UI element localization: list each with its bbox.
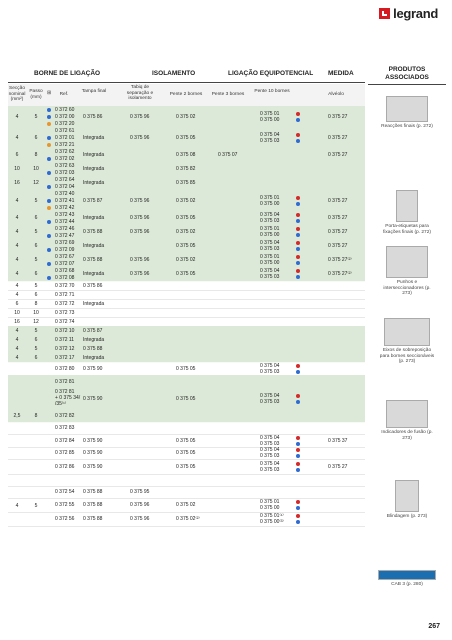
- alveolo-cell: 0 375 27: [328, 113, 348, 120]
- tabique-cell: 0 375 96: [130, 215, 150, 221]
- tampa-cell: 0 375 88: [83, 346, 103, 352]
- product-label: Blindagem (p. 273): [386, 514, 428, 519]
- product-item: [378, 96, 436, 130]
- secao-cell: 4: [15, 113, 19, 120]
- ref-cell: 0 372 55: [55, 502, 75, 508]
- passo-cell: 5: [34, 328, 38, 334]
- secao-cell: 4: [15, 328, 19, 334]
- tampa-cell: 0 375 88: [83, 489, 103, 495]
- subheader-alveolo: Alvéolo: [328, 92, 344, 97]
- red-color-dot-icon: [296, 133, 300, 137]
- tampa-cell: 0 375 90: [83, 396, 103, 402]
- blue-color-dot-icon: [296, 506, 300, 510]
- subheader-tampa: Tampa final: [81, 89, 107, 94]
- blue-color-dot-icon: [47, 262, 51, 266]
- ref-cell: 0 372 21: [55, 142, 75, 148]
- passo-cell: 5: [34, 257, 38, 263]
- pente10-cell: 0 375 01⁽¹⁾ 0 375 00⁽³⁾: [260, 513, 284, 525]
- blue-color-dot-icon: [47, 136, 51, 140]
- red-color-dot-icon: [296, 213, 300, 217]
- blue-color-dot-icon: [296, 139, 300, 143]
- tampa-cell: Integrada: [83, 271, 105, 277]
- ref-cell: 0 372 85: [55, 450, 75, 456]
- header-produtos: PRODUTOS ASSOCIADOS: [368, 66, 446, 85]
- passo-cell: 5: [34, 113, 38, 120]
- table-row: [8, 459, 365, 475]
- pente10-cell: 0 375 04 0 375 03: [260, 393, 280, 405]
- secao-cell: 10: [14, 166, 20, 172]
- page-number: 267: [428, 623, 440, 630]
- legrand-logo-text: legrand: [393, 6, 438, 21]
- secao-cell: 4: [15, 229, 19, 235]
- tampa-cell: 0 375 88: [83, 229, 103, 235]
- alveolo-cell: 0 375 27: [328, 463, 348, 470]
- secao-cell: 4: [15, 503, 19, 509]
- ref-cell: 0 372 60: [55, 107, 75, 113]
- blue-color-dot-icon: [47, 115, 51, 119]
- secao-cell: 4: [15, 292, 19, 298]
- header-ligacao: LIGAÇÃO EQUIPOTENCIAL: [228, 70, 314, 77]
- subheader-pente2: Pente 2 bornes: [169, 92, 203, 97]
- secao-cell: 6: [15, 152, 19, 158]
- tampa-cell: Integrada: [83, 355, 105, 361]
- passo-cell: 10: [33, 310, 39, 316]
- subheader-tabique: Tabiq de separação e isolamento: [126, 85, 154, 102]
- ref-cell: 0 372 17: [55, 355, 75, 361]
- table-row: [8, 434, 365, 448]
- red-color-dot-icon: [296, 255, 300, 259]
- product-label: Punhos e interseccionadores (p. 273): [383, 280, 431, 297]
- table-header: [8, 68, 365, 83]
- red-color-dot-icon: [296, 436, 300, 440]
- ref-cell: 0 372 54: [55, 489, 75, 495]
- ref-cell: 0 372 62: [55, 149, 75, 155]
- ref-cell: 0 372 61: [55, 128, 75, 134]
- tampa-cell: 0 375 86: [83, 283, 103, 289]
- pente2-cell: 0 375 05: [176, 463, 196, 470]
- ref-cell: 0 372 74: [55, 319, 75, 325]
- ref-cell: 0 372 84: [55, 437, 75, 444]
- ref-cell: 0 372 67: [55, 254, 75, 260]
- red-color-dot-icon: [296, 394, 300, 398]
- ref-cell: 0 372 71: [55, 292, 75, 298]
- subheader-pente3: Pente 3 bornes: [211, 92, 245, 97]
- pente10-cell: 0 375 04 0 375 03: [260, 434, 280, 447]
- product-item: [378, 318, 436, 365]
- product-item: [378, 400, 436, 441]
- blue-color-dot-icon: [47, 234, 51, 238]
- ref-cell: 0 372 10: [55, 328, 75, 334]
- secao-cell: 2,5: [13, 413, 21, 419]
- blue-color-dot-icon: [47, 199, 51, 203]
- tampa-cell: Integrada: [83, 337, 105, 343]
- tampa-cell: Integrada: [83, 166, 105, 172]
- header-medida: MEDIDA: [328, 70, 354, 77]
- legrand-logo: [379, 6, 438, 21]
- blue-color-dot-icon: [296, 247, 300, 251]
- table-row: [8, 498, 365, 513]
- pente2-cell: 0 375 02: [176, 113, 196, 120]
- ref-cell: 0 372 01: [55, 135, 75, 141]
- ref-cell: 0 372 11: [55, 337, 75, 343]
- pente10-cell: 0 375 01 0 375 00: [260, 194, 280, 207]
- passo-cell: 5: [34, 283, 38, 289]
- tampa-cell: 0 375 87: [83, 328, 103, 334]
- blue-color-dot-icon: [296, 261, 300, 265]
- alveolo-cell: 0 375 27: [328, 215, 348, 221]
- blue-color-dot-icon: [47, 220, 51, 224]
- pente10-cell: 0 375 01 0 375 00: [260, 226, 280, 238]
- blue-color-dot-icon: [47, 171, 51, 175]
- ref-cell: 0 372 81 + 0 375 34/ /35⁽¹⁾: [55, 389, 81, 407]
- passo-cell: 6: [34, 243, 38, 249]
- blue-color-dot-icon: [296, 454, 300, 458]
- product-label: Reacções finais (p. 272): [381, 124, 433, 129]
- passo-cell: 6: [34, 134, 38, 141]
- passo-cell: 5: [34, 197, 38, 204]
- tabique-cell: 0 375 96: [130, 257, 150, 263]
- pente2-cell: 0 375 05: [176, 243, 196, 249]
- product-item: [378, 246, 436, 297]
- product-image: [386, 400, 428, 428]
- ref-cell: 0 372 02: [55, 156, 75, 162]
- red-color-dot-icon: [296, 241, 300, 245]
- product-image: [386, 96, 428, 122]
- blue-color-dot-icon: [47, 157, 51, 161]
- legrand-logo-icon: [379, 8, 390, 19]
- tampa-cell: 0 375 88: [83, 257, 103, 263]
- tabique-cell: 0 375 95: [130, 489, 150, 495]
- pente10-cell: 0 375 04 0 375 03: [260, 240, 280, 252]
- orange-color-dot-icon: [47, 143, 51, 147]
- tabique-cell: 0 375 96: [130, 229, 150, 235]
- tampa-cell: 0 375 90: [83, 450, 103, 456]
- ref-cell: 0 372 20: [55, 121, 75, 127]
- pente10-cell: 0 375 04 0 375 03: [260, 362, 280, 375]
- product-label: Porta-etiquetas para fixações finais (p. 272): [383, 224, 431, 235]
- alveolo-cell: 0 375 37: [328, 437, 348, 444]
- red-color-dot-icon: [296, 500, 300, 504]
- blue-color-dot-icon: [296, 202, 300, 206]
- product-image: [396, 190, 418, 222]
- secao-cell: 16: [14, 319, 20, 325]
- pente3-cell: 0 375 07: [218, 152, 238, 158]
- passo-cell: 8: [34, 413, 38, 419]
- tampa-cell: 0 375 87: [83, 197, 103, 204]
- pente10-cell: 0 375 04 0 375 03: [260, 447, 280, 459]
- pente2-cell: 0 375 02⁽²⁾: [176, 516, 200, 522]
- pente2-cell: 0 375 82: [176, 166, 196, 172]
- ref-cell: 0 372 00: [55, 114, 75, 120]
- tampa-cell: 0 375 86: [83, 113, 103, 120]
- blue-color-dot-icon: [296, 233, 300, 237]
- ref-cell: 0 372 81: [55, 378, 75, 385]
- tampa-cell: Integrada: [83, 301, 105, 307]
- pente2-cell: 0 375 02: [176, 197, 196, 204]
- table-row: [8, 362, 365, 376]
- product-label: Eixos de sobreposição para bornes seccionáveis (p. 273): [379, 348, 435, 365]
- pente10-cell: 0 375 04 0 375 03: [260, 268, 280, 280]
- blue-color-dot-icon: [47, 248, 51, 252]
- alveolo-cell: 0 375 27: [328, 243, 348, 249]
- pente2-cell: 0 375 85: [176, 180, 196, 186]
- tampa-cell: 0 375 90: [83, 437, 103, 444]
- tampa-cell: Integrada: [83, 215, 105, 221]
- secao-cell: 10: [14, 310, 20, 316]
- ref-cell: 0 372 72: [55, 301, 75, 307]
- red-color-dot-icon: [296, 514, 300, 518]
- pente10-cell: 0 375 01 0 375 00: [260, 254, 280, 266]
- passo-cell: 6: [34, 292, 38, 298]
- tampa-cell: Integrada: [83, 180, 105, 186]
- passo-cell: 8: [34, 301, 38, 307]
- passo-cell: 6: [34, 337, 38, 343]
- table-row: [8, 388, 365, 411]
- pente2-cell: 0 375 05: [176, 365, 196, 372]
- table-row: [8, 375, 365, 389]
- pente2-cell: 0 375 05: [176, 396, 196, 402]
- pente10-cell: 0 375 04 0 375 03: [260, 212, 280, 224]
- passo-cell: 12: [33, 180, 39, 186]
- blue-color-dot-icon: [296, 219, 300, 223]
- pente2-cell: 0 375 05: [176, 271, 196, 277]
- tabique-cell: 0 375 96: [130, 516, 150, 522]
- pente2-cell: 0 375 08: [176, 152, 196, 158]
- passo-cell: 6: [34, 215, 38, 221]
- product-item: [378, 480, 436, 520]
- secao-cell: 4: [15, 271, 19, 277]
- blue-color-dot-icon: [296, 468, 300, 472]
- pente2-cell: 0 375 05: [176, 450, 196, 456]
- secao-cell: 4: [15, 346, 19, 352]
- ref-cell: 0 372 07: [55, 261, 75, 267]
- ref-cell: 0 372 83: [55, 425, 75, 431]
- red-color-dot-icon: [296, 269, 300, 273]
- tampa-cell: 0 375 90: [83, 365, 103, 372]
- alveolo-cell: 0 375 27: [328, 152, 348, 158]
- alveolo-cell: 0 375 27⁽²⁾: [328, 271, 352, 277]
- header-borne: BORNE DE LIGAÇÃO: [34, 70, 101, 77]
- red-color-dot-icon: [296, 196, 300, 200]
- secao-cell: 4: [15, 134, 19, 141]
- tabique-cell: 0 375 96: [130, 113, 150, 120]
- pente2-cell: 0 375 02: [176, 502, 196, 508]
- pente10-cell: 0 375 01 0 375 00: [260, 499, 280, 511]
- pente10-cell: 0 375 04 0 375 03: [260, 131, 280, 144]
- passo-cell: 5: [34, 229, 38, 235]
- passo-cell: 10: [33, 166, 39, 172]
- ref-cell: 0 372 09: [55, 247, 75, 253]
- product-image: [378, 570, 436, 580]
- passo-cell: 6: [34, 271, 38, 277]
- pente10-cell: 0 375 01 0 375 00: [260, 110, 280, 123]
- blue-color-dot-icon: [296, 370, 300, 374]
- tampa-cell: Integrada: [83, 243, 105, 249]
- tabique-cell: 0 375 96: [130, 197, 150, 204]
- subheader-secao: Secção nominal (mm²): [8, 86, 26, 103]
- orange-color-dot-icon: [47, 122, 51, 126]
- secao-cell: 4: [15, 337, 19, 343]
- passo-cell: 8: [34, 152, 38, 158]
- ref-cell: 0 372 56: [55, 516, 75, 522]
- tabique-cell: 0 375 96: [130, 134, 150, 141]
- secao-cell: 4: [15, 197, 19, 204]
- tabique-cell: 0 375 96: [130, 271, 150, 277]
- alveolo-cell: 0 375 27: [328, 134, 348, 141]
- pente2-cell: 0 375 02: [176, 229, 196, 235]
- red-color-dot-icon: [296, 448, 300, 452]
- secao-cell: 16: [14, 180, 20, 186]
- passo-cell: 5: [34, 346, 38, 352]
- ref-cell: 0 372 82: [55, 413, 75, 419]
- ref-cell: 0 372 64: [55, 177, 75, 183]
- ref-cell: 0 372 08: [55, 275, 75, 281]
- blue-color-dot-icon: [296, 118, 300, 122]
- blue-color-dot-icon: [47, 108, 51, 112]
- ref-cell: 0 372 03: [55, 170, 75, 176]
- ref-cell: 0 372 04: [55, 184, 75, 190]
- blue-color-dot-icon: [47, 185, 51, 189]
- blue-color-dot-icon: [296, 520, 300, 524]
- pente2-cell: 0 375 05: [176, 437, 196, 444]
- orange-color-dot-icon: [47, 206, 51, 210]
- ref-cell: 0 372 86: [55, 463, 75, 470]
- pente2-cell: 0 375 05: [176, 134, 196, 141]
- alveolo-cell: 0 375 27: [328, 197, 348, 204]
- ref-cell: 0 372 44: [55, 219, 75, 225]
- subheader-passo: Passo (mm): [29, 89, 43, 100]
- product-image: [395, 480, 419, 512]
- blue-color-dot-icon: [296, 442, 300, 446]
- ref-cell: 0 372 47: [55, 233, 75, 239]
- tampa-cell: 0 375 88: [83, 502, 103, 508]
- subheader-pente10: Pente 10 bornes: [254, 89, 290, 94]
- secao-cell: 4: [15, 283, 19, 289]
- ref-cell: 0 372 80: [55, 365, 75, 372]
- ref-cell: 0 372 68: [55, 268, 75, 274]
- secao-cell: 4: [15, 215, 19, 221]
- secao-cell: 4: [15, 355, 19, 361]
- pente2-cell: 0 375 05: [176, 215, 196, 221]
- passo-cell: 12: [33, 319, 39, 325]
- tampa-cell: Integrada: [83, 152, 105, 158]
- tampa-cell: 0 375 88: [83, 516, 103, 522]
- product-label: Indicadores de fusão (p. 273): [381, 430, 433, 441]
- blue-color-dot-icon: [47, 276, 51, 280]
- alveolo-cell: 0 375 27: [328, 229, 348, 235]
- pente2-cell: 0 375 02: [176, 257, 196, 263]
- ref-cell: 0 372 41: [55, 198, 75, 204]
- ref-cell: 0 372 42: [55, 205, 75, 211]
- pente10-cell: 0 375 04 0 375 03: [260, 460, 280, 473]
- header-isolamento: ISOLAMENTO: [152, 70, 196, 77]
- passo-cell: 5: [34, 503, 38, 509]
- ref-cell: 0 372 63: [55, 163, 75, 169]
- subheader-unit-icon: ⊞: [46, 91, 52, 96]
- tabique-cell: 0 375 96: [130, 502, 150, 508]
- product-image: [386, 246, 428, 278]
- passo-cell: 6: [34, 355, 38, 361]
- table-row: [8, 512, 365, 527]
- blue-color-dot-icon: [296, 275, 300, 279]
- alveolo-cell: 0 375 27⁽²⁾: [328, 257, 352, 263]
- product-label: CAB 3 (p. 280): [391, 582, 423, 587]
- subheader-ref: Ref.: [59, 92, 69, 97]
- table-subheader: [8, 84, 365, 107]
- secao-cell: 6: [15, 301, 19, 307]
- ref-cell: 0 372 69: [55, 240, 75, 246]
- red-color-dot-icon: [296, 364, 300, 368]
- red-color-dot-icon: [296, 227, 300, 231]
- ref-cell: 0 372 40: [55, 191, 75, 197]
- ref-cell: 0 372 12: [55, 346, 75, 352]
- tampa-cell: 0 375 90: [83, 463, 103, 470]
- secao-cell: 4: [15, 257, 19, 263]
- red-color-dot-icon: [296, 112, 300, 116]
- secao-cell: 4: [15, 243, 19, 249]
- ref-cell: 0 372 70: [55, 283, 75, 289]
- ref-cell: 0 372 43: [55, 212, 75, 218]
- red-color-dot-icon: [296, 462, 300, 466]
- product-item: [378, 570, 436, 588]
- ref-cell: 0 372 46: [55, 226, 75, 232]
- product-item: [378, 190, 436, 235]
- blue-color-dot-icon: [296, 400, 300, 404]
- tampa-cell: Integrada: [83, 134, 105, 141]
- product-image: [384, 318, 430, 346]
- ref-cell: 0 372 73: [55, 310, 75, 316]
